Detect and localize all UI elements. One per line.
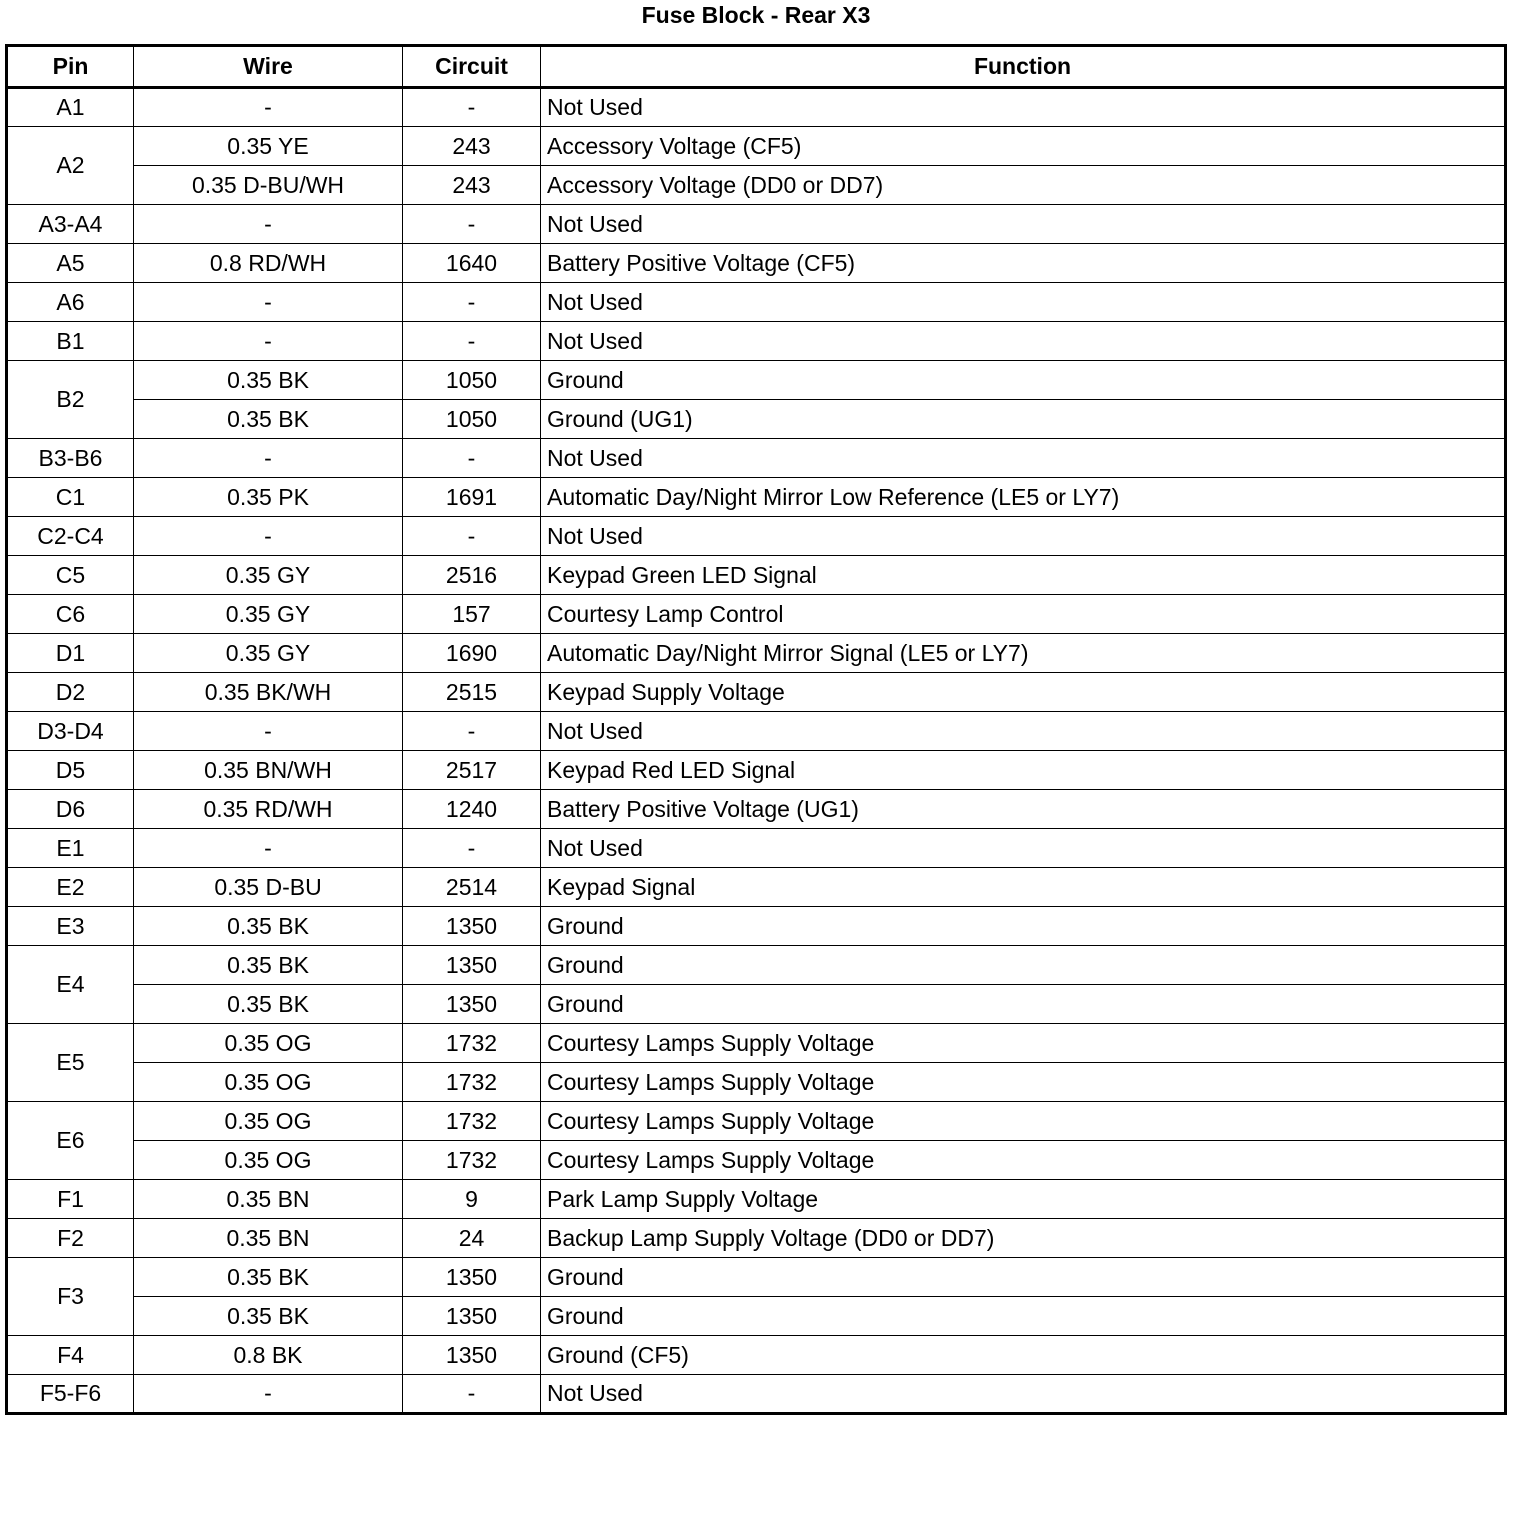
table-row	[7, 400, 1506, 439]
function-cell: Automatic Day/Night Mirror Signal (LE5 or LY7)	[541, 634, 1506, 673]
pin-cell: D5	[7, 751, 134, 790]
circuit-cell: 1732	[403, 1141, 541, 1180]
circuit-cell: 1350	[403, 1336, 541, 1375]
pin-cell: F3	[7, 1258, 134, 1336]
circuit-cell: 2515	[403, 673, 541, 712]
function-cell: Ground	[541, 946, 1506, 985]
table-row	[7, 751, 1506, 790]
function-cell: Not Used	[541, 1375, 1506, 1414]
wire-cell: -	[134, 517, 403, 556]
wire-cell: 0.35 D-BU	[134, 868, 403, 907]
table-row	[7, 634, 1506, 673]
table-row	[7, 1258, 1506, 1297]
pin-cell: D1	[7, 634, 134, 673]
table-row	[7, 790, 1506, 829]
circuit-cell: 2517	[403, 751, 541, 790]
wire-column-header: Wire	[134, 46, 403, 88]
circuit-cell: 24	[403, 1219, 541, 1258]
pin-cell: C6	[7, 595, 134, 634]
function-cell: Ground	[541, 361, 1506, 400]
circuit-cell: 1050	[403, 361, 541, 400]
wire-cell: 0.35 BK	[134, 985, 403, 1024]
pin-cell: C2-C4	[7, 517, 134, 556]
table-row	[7, 166, 1506, 205]
function-cell: Backup Lamp Supply Voltage (DD0 or DD7)	[541, 1219, 1506, 1258]
table-row	[7, 1219, 1506, 1258]
table-row	[7, 946, 1506, 985]
function-cell: Ground	[541, 985, 1506, 1024]
circuit-cell: 1691	[403, 478, 541, 517]
table-body	[7, 88, 1506, 1414]
circuit-cell: 1690	[403, 634, 541, 673]
circuit-column-header: Circuit	[403, 46, 541, 88]
pin-cell: A3-A4	[7, 205, 134, 244]
page-title: Fuse Block - Rear X3	[641, 2, 871, 28]
pin-cell: A6	[7, 283, 134, 322]
function-cell: Keypad Signal	[541, 868, 1506, 907]
function-cell: Keypad Supply Voltage	[541, 673, 1506, 712]
function-cell: Courtesy Lamps Supply Voltage	[541, 1141, 1506, 1180]
function-cell: Courtesy Lamp Control	[541, 595, 1506, 634]
table-row	[7, 244, 1506, 283]
circuit-cell: 9	[403, 1180, 541, 1219]
circuit-cell: 1732	[403, 1024, 541, 1063]
table-row	[7, 322, 1506, 361]
circuit-cell: -	[403, 88, 541, 127]
circuit-cell: 243	[403, 166, 541, 205]
wire-cell: 0.35 BK	[134, 907, 403, 946]
wire-cell: 0.35 PK	[134, 478, 403, 517]
pin-cell: E4	[7, 946, 134, 1024]
wire-cell: -	[134, 205, 403, 244]
table-header	[7, 46, 1506, 88]
pin-cell: A2	[7, 127, 134, 205]
connector-pinout-table	[5, 44, 1507, 1415]
table-row	[7, 88, 1506, 127]
circuit-cell: 157	[403, 595, 541, 634]
pin-cell: D6	[7, 790, 134, 829]
pin-cell: E1	[7, 829, 134, 868]
pin-cell: F5-F6	[7, 1375, 134, 1414]
wire-cell: -	[134, 322, 403, 361]
circuit-cell: -	[403, 829, 541, 868]
function-cell: Not Used	[541, 439, 1506, 478]
circuit-cell: 1732	[403, 1063, 541, 1102]
circuit-cell: 1350	[403, 985, 541, 1024]
table-row	[7, 127, 1506, 166]
wire-cell: 0.35 BK	[134, 1297, 403, 1336]
circuit-cell: 1350	[403, 1297, 541, 1336]
function-cell: Not Used	[541, 517, 1506, 556]
function-cell: Ground	[541, 1258, 1506, 1297]
wire-cell: -	[134, 88, 403, 127]
function-cell: Courtesy Lamps Supply Voltage	[541, 1102, 1506, 1141]
circuit-cell: -	[403, 322, 541, 361]
wire-cell: 0.35 BK	[134, 361, 403, 400]
function-cell: Not Used	[541, 829, 1506, 868]
circuit-cell: 1732	[403, 1102, 541, 1141]
function-cell: Courtesy Lamps Supply Voltage	[541, 1024, 1506, 1063]
wire-cell: -	[134, 1375, 403, 1414]
circuit-cell: -	[403, 712, 541, 751]
wire-cell: -	[134, 712, 403, 751]
pin-cell: E6	[7, 1102, 134, 1180]
table-row	[7, 283, 1506, 322]
circuit-cell: 243	[403, 127, 541, 166]
circuit-cell: 1050	[403, 400, 541, 439]
function-cell: Not Used	[541, 88, 1506, 127]
table-row	[7, 1063, 1506, 1102]
function-cell: Battery Positive Voltage (CF5)	[541, 244, 1506, 283]
header-row	[7, 46, 1506, 88]
pin-cell: A5	[7, 244, 134, 283]
table-row	[7, 1141, 1506, 1180]
table-row	[7, 205, 1506, 244]
circuit-cell: -	[403, 205, 541, 244]
wire-cell: -	[134, 829, 403, 868]
function-cell: Courtesy Lamps Supply Voltage	[541, 1063, 1506, 1102]
wire-cell: 0.35 BK	[134, 946, 403, 985]
table-row	[7, 517, 1506, 556]
wire-cell: 0.35 OG	[134, 1102, 403, 1141]
table-row	[7, 1180, 1506, 1219]
wire-cell: 0.35 YE	[134, 127, 403, 166]
wire-cell: 0.35 GY	[134, 634, 403, 673]
table-row	[7, 907, 1506, 946]
wire-cell: 0.35 OG	[134, 1024, 403, 1063]
pin-cell: B1	[7, 322, 134, 361]
wire-cell: 0.35 D-BU/WH	[134, 166, 403, 205]
wire-cell: 0.35 GY	[134, 556, 403, 595]
wire-cell: 0.35 BK	[134, 1258, 403, 1297]
function-cell: Ground	[541, 1297, 1506, 1336]
circuit-cell: 1350	[403, 1258, 541, 1297]
circuit-cell: -	[403, 439, 541, 478]
function-cell: Keypad Red LED Signal	[541, 751, 1506, 790]
function-cell: Keypad Green LED Signal	[541, 556, 1506, 595]
wire-cell: 0.35 OG	[134, 1141, 403, 1180]
function-cell: Not Used	[541, 283, 1506, 322]
pin-cell: F4	[7, 1336, 134, 1375]
function-cell: Ground (UG1)	[541, 400, 1506, 439]
table-row	[7, 361, 1506, 400]
pin-cell: F1	[7, 1180, 134, 1219]
wire-cell: 0.35 BK/WH	[134, 673, 403, 712]
table-row	[7, 1024, 1506, 1063]
table-row	[7, 673, 1506, 712]
table-row	[7, 829, 1506, 868]
circuit-cell: 1350	[403, 946, 541, 985]
function-cell: Not Used	[541, 712, 1506, 751]
wire-cell: 0.35 BN/WH	[134, 751, 403, 790]
table-row	[7, 712, 1506, 751]
table-row	[7, 439, 1506, 478]
wire-cell: 0.8 RD/WH	[134, 244, 403, 283]
pin-column-header: Pin	[7, 46, 134, 88]
function-cell: Park Lamp Supply Voltage	[541, 1180, 1506, 1219]
table-row	[7, 595, 1506, 634]
circuit-cell: 2516	[403, 556, 541, 595]
pin-cell: B3-B6	[7, 439, 134, 478]
circuit-cell: 1240	[403, 790, 541, 829]
table-row	[7, 478, 1506, 517]
pin-cell: E3	[7, 907, 134, 946]
function-cell: Accessory Voltage (DD0 or DD7)	[541, 166, 1506, 205]
pin-cell: E2	[7, 868, 134, 907]
wire-cell: 0.35 BN	[134, 1180, 403, 1219]
circuit-cell: -	[403, 283, 541, 322]
function-cell: Battery Positive Voltage (UG1)	[541, 790, 1506, 829]
function-cell: Not Used	[541, 322, 1506, 361]
table-row	[7, 1297, 1506, 1336]
pin-cell: E5	[7, 1024, 134, 1102]
circuit-cell: 2514	[403, 868, 541, 907]
table-row	[7, 1336, 1506, 1375]
function-cell: Accessory Voltage (CF5)	[541, 127, 1506, 166]
wire-cell: 0.35 RD/WH	[134, 790, 403, 829]
table-row	[7, 1102, 1506, 1141]
pin-cell: F2	[7, 1219, 134, 1258]
pin-cell: C5	[7, 556, 134, 595]
table-row	[7, 868, 1506, 907]
function-cell: Not Used	[541, 205, 1506, 244]
table-row	[7, 1375, 1506, 1414]
function-cell: Automatic Day/Night Mirror Low Reference (LE5 or LY7)	[541, 478, 1506, 517]
wire-cell: 0.8 BK	[134, 1336, 403, 1375]
wire-cell: 0.35 OG	[134, 1063, 403, 1102]
table-row	[7, 985, 1506, 1024]
wire-cell: -	[134, 283, 403, 322]
pin-cell: A1	[7, 88, 134, 127]
function-cell: Ground	[541, 907, 1506, 946]
pin-cell: C1	[7, 478, 134, 517]
pin-cell: D3-D4	[7, 712, 134, 751]
circuit-cell: 1640	[403, 244, 541, 283]
pin-cell: B2	[7, 361, 134, 439]
table-row	[7, 556, 1506, 595]
circuit-cell: -	[403, 1375, 541, 1414]
pin-cell: D2	[7, 673, 134, 712]
circuit-cell: -	[403, 517, 541, 556]
function-cell: Ground (CF5)	[541, 1336, 1506, 1375]
wire-cell: 0.35 BK	[134, 400, 403, 439]
wire-cell: -	[134, 439, 403, 478]
function-column-header: Function	[541, 46, 1506, 88]
wire-cell: 0.35 GY	[134, 595, 403, 634]
circuit-cell: 1350	[403, 907, 541, 946]
wire-cell: 0.35 BN	[134, 1219, 403, 1258]
